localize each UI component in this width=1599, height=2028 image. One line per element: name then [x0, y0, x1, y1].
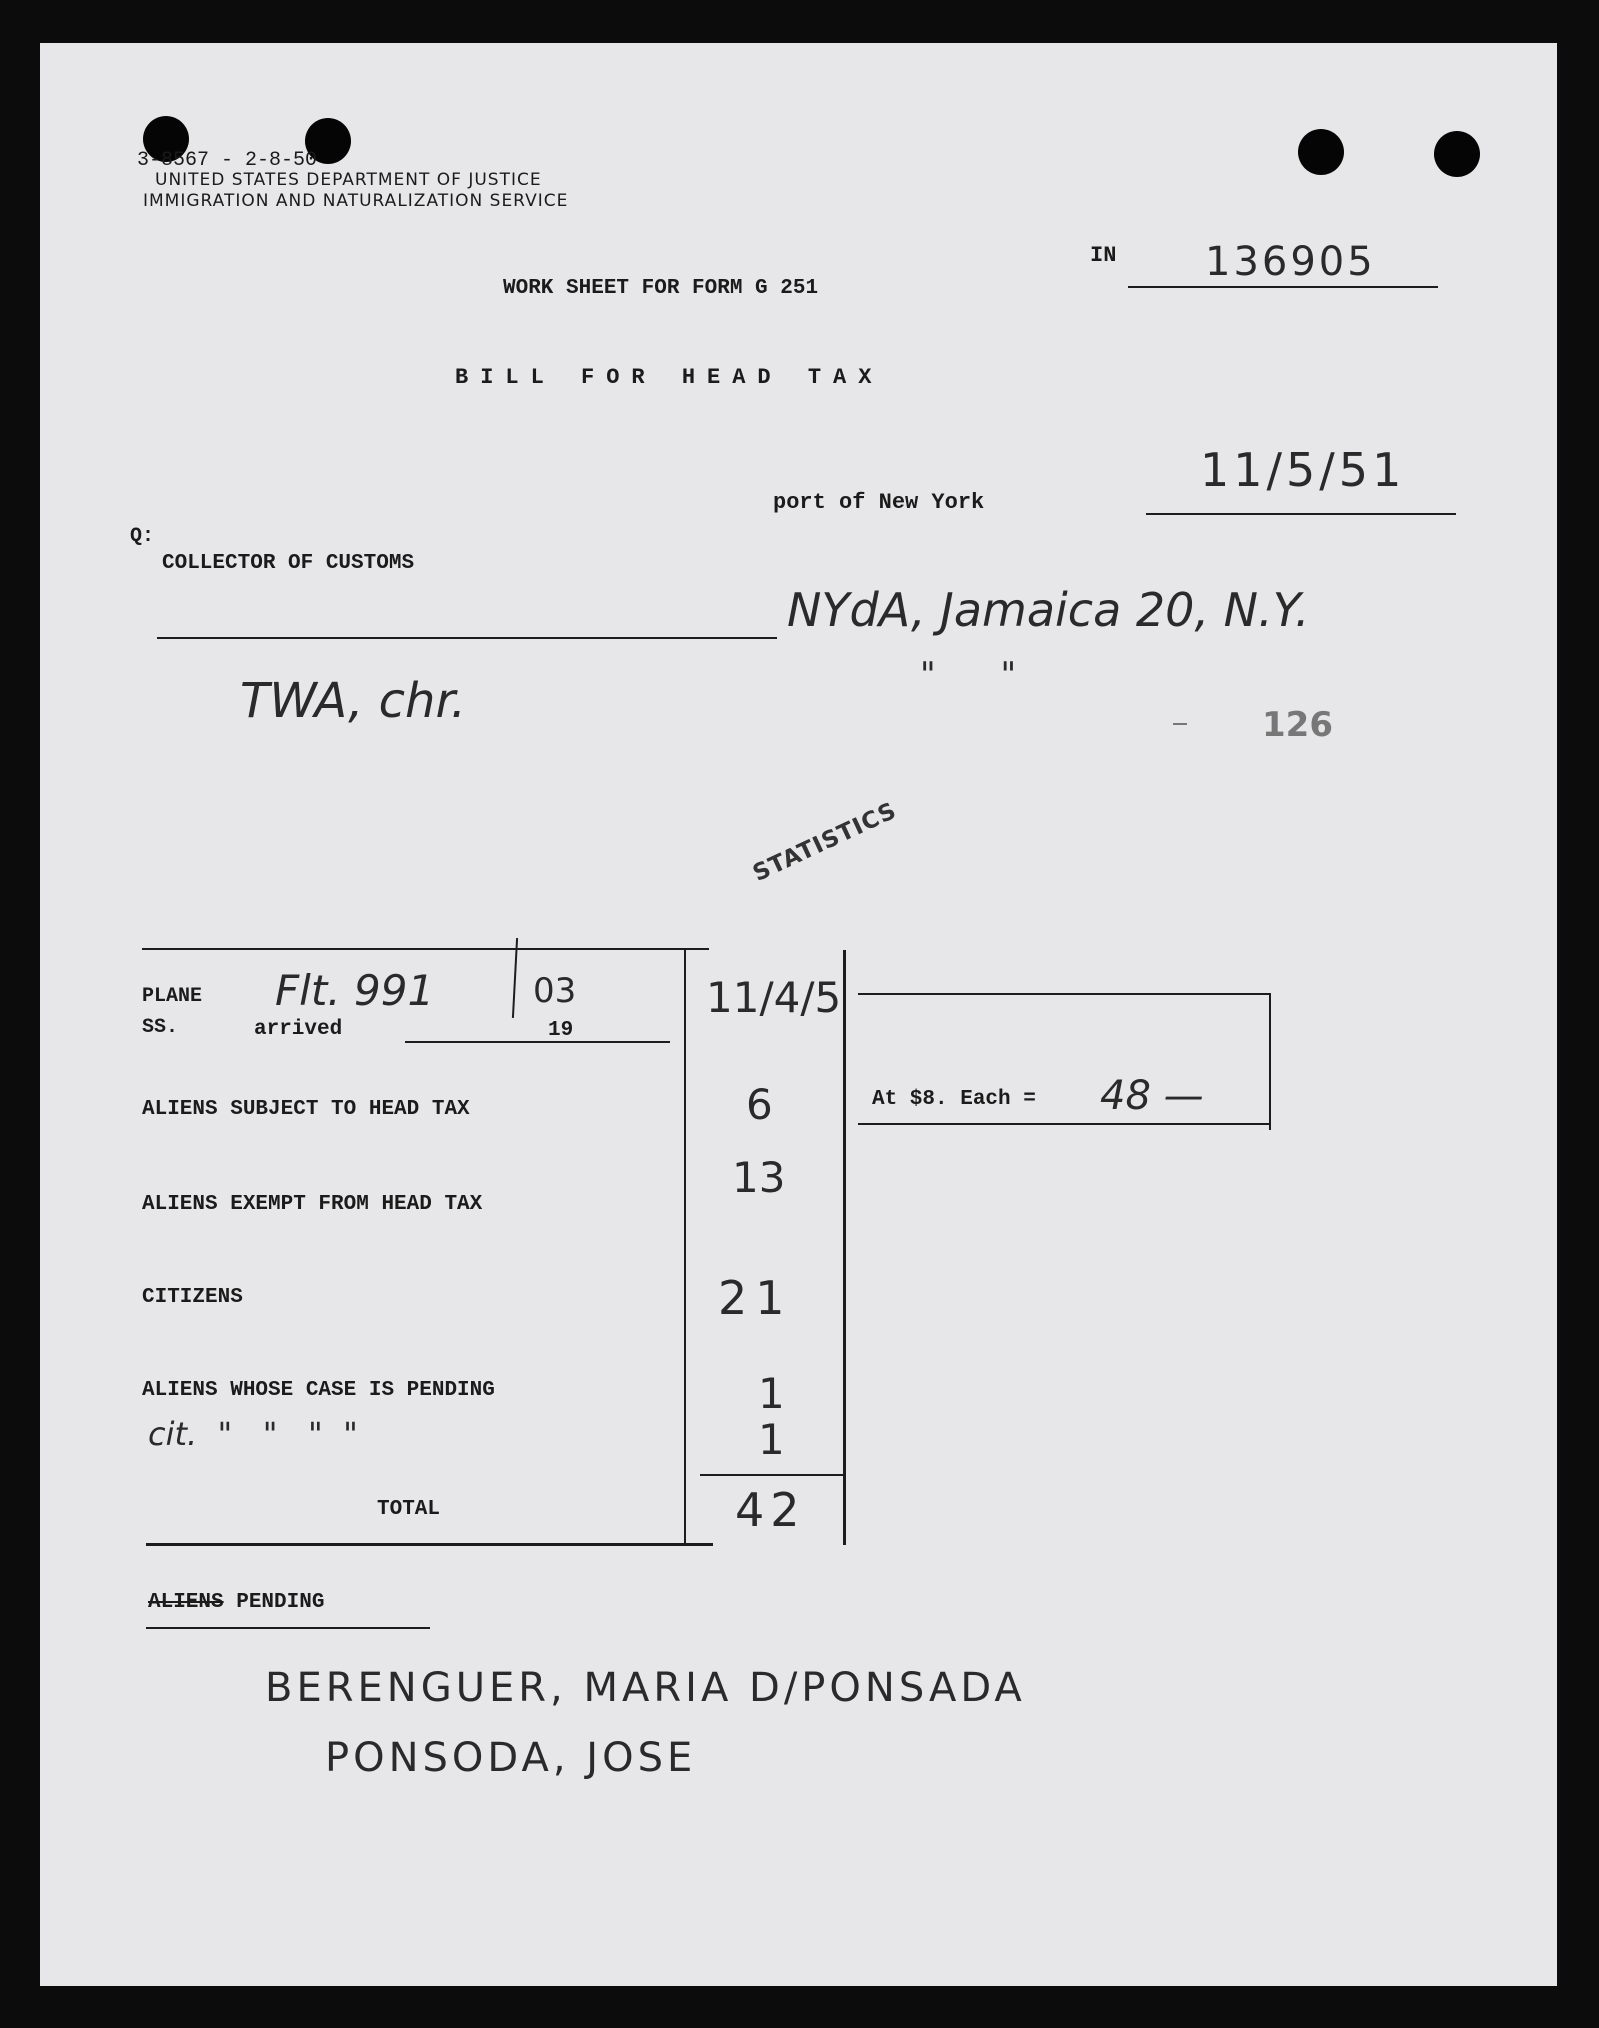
- row-value: 21: [718, 1271, 793, 1325]
- in-label: IN: [1090, 243, 1117, 268]
- in-number: 136905: [1205, 239, 1376, 285]
- tax-amount: 48 —: [1100, 1073, 1204, 1119]
- document-sheet: [40, 43, 1557, 1986]
- date: 11/5/51: [1200, 443, 1406, 497]
- total-label: TOTAL: [377, 1498, 441, 1521]
- row-value: 6: [746, 1080, 773, 1129]
- tax-box-bottom: [858, 1123, 1270, 1125]
- form-code: 3-8567 - 2-8-50: [137, 149, 318, 172]
- pending-label-struck: ALIENS: [148, 1591, 224, 1614]
- date-underline: [1146, 513, 1456, 515]
- to-label: Q:: [130, 525, 155, 548]
- in-number-underline: [1128, 286, 1438, 288]
- flight-divider: [512, 938, 518, 1018]
- tax-box-right: [1269, 993, 1271, 1130]
- tax-box-top: [858, 993, 1270, 995]
- table-top-rule: [142, 948, 709, 950]
- stamp-dash: [1173, 723, 1187, 725]
- punch-hole-4: [1434, 131, 1480, 177]
- pending-label-rest: PENDING: [223, 1591, 325, 1614]
- value-column-left-rule: [684, 948, 686, 1545]
- total-rule: [700, 1474, 845, 1476]
- ditto-marks: " ": [920, 655, 1017, 695]
- flight-number: Flt. 991: [275, 966, 435, 1015]
- bill-title: BILL FOR HEAD TAX: [455, 365, 884, 390]
- statistics-stamp: STATISTICS: [749, 797, 901, 887]
- arrived-underline: [405, 1041, 670, 1043]
- value-column-right-rule: [843, 950, 846, 1545]
- collector-underline: [157, 637, 777, 639]
- stamp-number: 126: [1262, 705, 1333, 745]
- tax-rate-label: At $8. Each =: [872, 1088, 1036, 1111]
- location: NYdA, Jamaica 20, N.Y.: [787, 583, 1310, 637]
- pending-name-1: BERENGUER, MARIA D/PONSADA: [265, 1665, 1026, 1711]
- pending-underline: [146, 1627, 430, 1629]
- punch-hole-3: [1298, 129, 1344, 175]
- arrival-date: 11/4/5: [706, 973, 842, 1022]
- carrier: TWA, chr.: [240, 673, 467, 729]
- total-value: 42: [735, 1483, 806, 1537]
- row-label: ALIENS WHOSE CASE IS PENDING: [142, 1379, 495, 1402]
- worksheet-title: WORK SHEET FOR FORM G 251: [503, 277, 819, 300]
- collector-label: COLLECTOR OF CUSTOMS: [162, 552, 415, 575]
- arrived-label: arrived: [254, 1018, 343, 1041]
- row-value: 1: [758, 1415, 785, 1464]
- row-label: ALIENS EXEMPT FROM HEAD TAX: [142, 1193, 483, 1216]
- year-prefix: 19: [548, 1019, 574, 1042]
- row-value: 1: [758, 1369, 785, 1418]
- plane-label: PLANE: [142, 985, 203, 1008]
- row-label: cit. " " " ": [148, 1415, 358, 1453]
- agency-line-1: UNITED STATES DEPARTMENT OF JUSTICE: [155, 170, 542, 190]
- pending-label: [148, 1591, 324, 1614]
- agency-line-2: IMMIGRATION AND NATURALIZATION SERVICE: [143, 191, 569, 211]
- row-value: 13: [732, 1153, 786, 1202]
- ss-label: SS.: [142, 1016, 179, 1039]
- row-label: ALIENS SUBJECT TO HEAD TAX: [142, 1098, 470, 1121]
- row-label: CITIZENS: [142, 1286, 243, 1309]
- table-bottom-rule: [146, 1543, 713, 1546]
- port-label: port of New York: [773, 490, 985, 515]
- pending-name-2: PONSODA, JOSE: [325, 1735, 697, 1781]
- flight-day: 03: [533, 971, 577, 1011]
